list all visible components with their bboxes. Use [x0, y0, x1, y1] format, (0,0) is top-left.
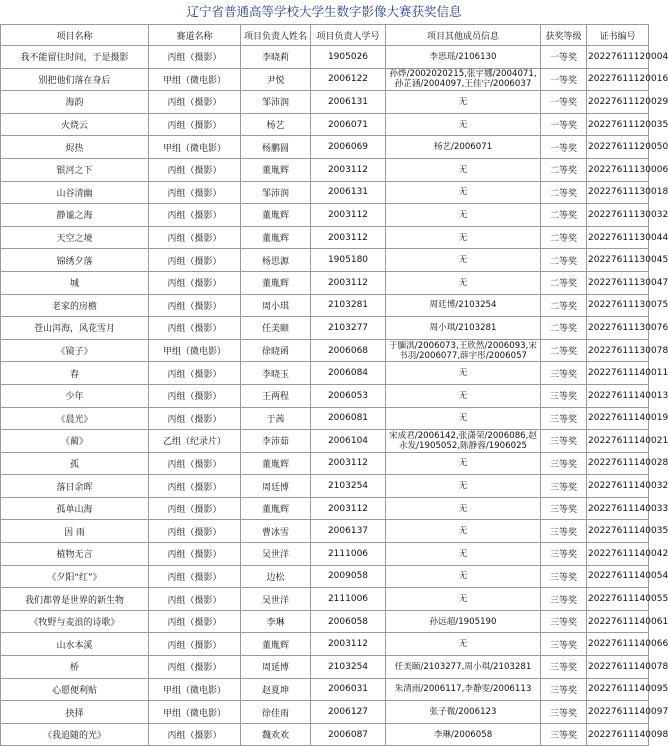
cell-project-name: 火烧云 [1, 113, 149, 136]
cell-leader-name: 邹沛润 [241, 91, 311, 114]
table-row [1, 701, 649, 724]
cell-track: 甲组（微电影） [149, 701, 241, 724]
cell-certificate-no: 20227611120004 [587, 46, 649, 69]
cell-track: 丙组（摄影） [149, 384, 241, 407]
cell-members: 无 [386, 271, 541, 294]
cell-award-level: 三等奖 [541, 407, 587, 430]
cell-members: 无 [386, 452, 541, 475]
cell-project-name: 因 雨 [1, 520, 149, 543]
table-row [1, 362, 649, 385]
cell-track: 甲组（微电影） [149, 339, 241, 362]
cell-certificate-no: 20227611130044 [587, 226, 649, 249]
cell-leader-name: 董胤辉 [241, 633, 311, 656]
cell-track: 丙组（摄影） [149, 565, 241, 588]
table-row [1, 520, 649, 543]
cell-project-name: 山谷清幽 [1, 181, 149, 204]
cell-award-level: 三等奖 [541, 678, 587, 701]
cell-members: 无 [386, 91, 541, 114]
cell-leader-id: 2006053 [311, 384, 386, 407]
cell-track: 丙组（摄影） [149, 543, 241, 566]
cell-track: 甲组（微电影） [149, 678, 241, 701]
cell-leader-name: 吴世洋 [241, 543, 311, 566]
cell-members: 李琳/2006058 [386, 723, 541, 746]
cell-certificate-no: 20227611130045 [587, 249, 649, 272]
cell-leader-id: 1905026 [311, 46, 386, 69]
cell-leader-name: 于茜 [241, 407, 311, 430]
cell-leader-id: 2006131 [311, 181, 386, 204]
cell-project-name: 《晨光》 [1, 407, 149, 430]
cell-certificate-no: 20227611140021 [587, 430, 649, 453]
cell-leader-name: 董胤辉 [241, 226, 311, 249]
cell-award-level: 二等奖 [541, 204, 587, 227]
cell-certificate-no: 20227611130047 [587, 271, 649, 294]
header-certificate-no: 证书编号 [587, 25, 649, 46]
cell-award-level: 二等奖 [541, 226, 587, 249]
cell-leader-name: 李琳 [241, 610, 311, 633]
cell-award-level: 一等奖 [541, 113, 587, 136]
cell-project-name: 《镜子》 [1, 339, 149, 362]
cell-members: 李思瑶/2106130 [386, 46, 541, 69]
cell-project-name: 植物无言 [1, 543, 149, 566]
cell-members: 无 [386, 181, 541, 204]
cell-project-name: 我们都曾是世界的新生物 [1, 588, 149, 611]
cell-certificate-no: 20227611120016 [587, 68, 649, 91]
cell-certificate-no: 20227611140013 [587, 384, 649, 407]
cell-leader-name: 魏欢欢 [241, 723, 311, 746]
table-row [1, 68, 649, 91]
cell-project-name: 苍山洱海，风花雪月 [1, 317, 149, 340]
header-project-name: 项目名称 [1, 25, 149, 46]
award-table [0, 24, 668, 746]
cell-leader-id: 2111006 [311, 588, 386, 611]
cell-members: 无 [386, 384, 541, 407]
cell-members: 无 [386, 226, 541, 249]
cell-leader-id: 2006069 [311, 136, 386, 159]
cell-leader-name: 李晓莉 [241, 46, 311, 69]
cell-certificate-no: 20227611140098 [587, 723, 649, 746]
cell-members: 孙烨/2002020215,张宇娜/2004071,孙芷涵/2004097,王佳宁/2006037 [386, 68, 541, 91]
cell-certificate-no: 20227611140011 [587, 362, 649, 385]
cell-award-level: 三等奖 [541, 384, 587, 407]
table-row [1, 294, 649, 317]
cell-leader-id: 2006031 [311, 678, 386, 701]
cell-certificate-no: 20227611120035 [587, 113, 649, 136]
cell-certificate-no: 20227611140097 [587, 701, 649, 724]
cell-track: 丙组（摄影） [149, 475, 241, 498]
cell-track: 丙组（摄影） [149, 407, 241, 430]
cell-leader-name: 董胤辉 [241, 158, 311, 181]
cell-members: 无 [386, 158, 541, 181]
cell-project-name: 天空之境 [1, 226, 149, 249]
cell-certificate-no: 20227611140066 [587, 633, 649, 656]
cell-leader-id: 2103254 [311, 656, 386, 679]
cell-members: 无 [386, 113, 541, 136]
cell-award-level: 三等奖 [541, 543, 587, 566]
cell-members: 无 [386, 475, 541, 498]
cell-leader-id: 2006127 [311, 701, 386, 724]
cell-leader-name: 董胤辉 [241, 452, 311, 475]
cell-leader-name: 周廷博 [241, 475, 311, 498]
cell-track: 乙组（纪录片） [149, 430, 241, 453]
cell-certificate-no: 20227611140061 [587, 610, 649, 633]
cell-leader-id: 2103277 [311, 317, 386, 340]
table-row [1, 384, 649, 407]
cell-leader-id: 2006058 [311, 610, 386, 633]
cell-members: 朱清雨/2006117,李静雯/2006113 [386, 678, 541, 701]
cell-project-name: 春 [1, 362, 149, 385]
cell-leader-name: 尹悦 [241, 68, 311, 91]
cell-members: 无 [386, 362, 541, 385]
cell-award-level: 三等奖 [541, 520, 587, 543]
cell-members: 无 [386, 249, 541, 272]
cell-leader-id: 2111006 [311, 543, 386, 566]
header-track: 赛道名称 [149, 25, 241, 46]
cell-leader-name: 曹冰雪 [241, 520, 311, 543]
cell-leader-id: 2003112 [311, 204, 386, 227]
cell-members: 无 [386, 407, 541, 430]
cell-certificate-no: 20227611130032 [587, 204, 649, 227]
cell-members: 无 [386, 204, 541, 227]
table-row [1, 407, 649, 430]
cell-leader-name: 周小琪 [241, 294, 311, 317]
cell-leader-id: 2103281 [311, 294, 386, 317]
cell-track: 丙组（摄影） [149, 46, 241, 69]
cell-certificate-no: 20227611140033 [587, 497, 649, 520]
cell-project-name: 少年 [1, 384, 149, 407]
cell-certificate-no: 20227611120029 [587, 91, 649, 114]
cell-leader-name: 周延博 [241, 656, 311, 679]
cell-award-level: 一等奖 [541, 46, 587, 69]
table-row [1, 339, 649, 362]
cell-certificate-no: 20227611130018 [587, 181, 649, 204]
cell-members: 任美颐/2103277,周小琪/2103281 [386, 656, 541, 679]
cell-project-name: 桥 [1, 656, 149, 679]
cell-certificate-no: 20227611140055 [587, 588, 649, 611]
sheet-title: 辽宁省普通高等学校大学生数字影像大赛获奖信息 [186, 4, 462, 19]
cell-members: 无 [386, 565, 541, 588]
table-row [1, 633, 649, 656]
cell-track: 丙组（摄影） [149, 226, 241, 249]
cell-leader-id: 2009058 [311, 565, 386, 588]
cell-leader-id: 2003112 [311, 226, 386, 249]
cell-award-level: 一等奖 [541, 68, 587, 91]
cell-track: 丙组（摄影） [149, 317, 241, 340]
cell-leader-id: 2003112 [311, 497, 386, 520]
cell-project-name: 海韵 [1, 91, 149, 114]
cell-track: 丙组（摄影） [149, 91, 241, 114]
cell-members: 周小琪/2103281 [386, 317, 541, 340]
cell-leader-id: 2006071 [311, 113, 386, 136]
cell-leader-name: 李晓玉 [241, 362, 311, 385]
cell-leader-name: 边松 [241, 565, 311, 588]
cell-award-level: 二等奖 [541, 181, 587, 204]
cell-certificate-no: 20227611140035 [587, 520, 649, 543]
cell-leader-name: 杨思源 [241, 249, 311, 272]
cell-leader-id: 2103254 [311, 475, 386, 498]
cell-project-name: 《夕阳“红”》 [1, 565, 149, 588]
header-leader-name: 项目负责人姓名 [241, 25, 311, 46]
cell-track: 丙组（摄影） [149, 249, 241, 272]
cell-award-level: 三等奖 [541, 610, 587, 633]
cell-project-name: 《牧野与麦浪的诗歌》 [1, 610, 149, 633]
cell-project-name: 别把他们落在身后 [1, 68, 149, 91]
cell-leader-name: 董胤辉 [241, 271, 311, 294]
table-row [1, 181, 649, 204]
table-row [1, 136, 649, 159]
cell-track: 丙组（摄影） [149, 181, 241, 204]
cell-award-level: 二等奖 [541, 271, 587, 294]
cell-track: 甲组（微电影） [149, 136, 241, 159]
cell-leader-id: 2006081 [311, 407, 386, 430]
table-row [1, 723, 649, 746]
table-row [1, 475, 649, 498]
cell-leader-name: 董胤辉 [241, 497, 311, 520]
table-row [1, 91, 649, 114]
cell-members: 杨艺/2006071 [386, 136, 541, 159]
cell-certificate-no: 20227611140032 [587, 475, 649, 498]
table-row [1, 452, 649, 475]
cell-leader-name: 任美颐 [241, 317, 311, 340]
cell-certificate-no: 20227611140095 [587, 678, 649, 701]
cell-members: 孙远超/1905190 [386, 610, 541, 633]
table-body [1, 46, 668, 746]
cell-certificate-no: 20227611130006 [587, 158, 649, 181]
cell-leader-id: 2006131 [311, 91, 386, 114]
cell-track: 丙组（摄影） [149, 271, 241, 294]
cell-project-name: 落日余晖 [1, 475, 149, 498]
cell-project-name: 孤单山海 [1, 497, 149, 520]
cell-leader-id: 2006068 [311, 339, 386, 362]
cell-track: 丙组（摄影） [149, 723, 241, 746]
cell-track: 丙组（摄影） [149, 362, 241, 385]
cell-project-name: 烬热 [1, 136, 149, 159]
cell-project-name: 《我追随的光》 [1, 723, 149, 746]
cell-certificate-no: 20227611120050 [587, 136, 649, 159]
table-row [1, 678, 649, 701]
cell-leader-name: 吴世洋 [241, 588, 311, 611]
cell-award-level: 一等奖 [541, 91, 587, 114]
cell-track: 丙组（摄影） [149, 294, 241, 317]
cell-project-name: 城 [1, 271, 149, 294]
cell-certificate-no: 20227611130076 [587, 317, 649, 340]
cell-leader-id: 2006137 [311, 520, 386, 543]
cell-award-level: 三等奖 [541, 723, 587, 746]
table-row [1, 317, 649, 340]
cell-track: 丙组（摄影） [149, 158, 241, 181]
cell-leader-id: 2003112 [311, 633, 386, 656]
cell-award-level: 三等奖 [541, 565, 587, 588]
cell-leader-name: 李沛茹 [241, 430, 311, 453]
table-row [1, 158, 649, 181]
header-leader-id: 项目负责人学号 [311, 25, 386, 46]
cell-members: 周廷博/2103254 [386, 294, 541, 317]
cell-track: 甲组（微电影） [149, 68, 241, 91]
cell-project-name: 山水本溪 [1, 633, 149, 656]
cell-award-level: 二等奖 [541, 339, 587, 362]
cell-award-level: 三等奖 [541, 656, 587, 679]
cell-certificate-no: 20227611130078 [587, 339, 649, 362]
cell-members: 无 [386, 588, 541, 611]
cell-leader-id: 1905180 [311, 249, 386, 272]
cell-award-level: 三等奖 [541, 452, 587, 475]
cell-award-level: 二等奖 [541, 158, 587, 181]
cell-award-level: 三等奖 [541, 497, 587, 520]
cell-certificate-no: 20227611130075 [587, 294, 649, 317]
table-row [1, 113, 649, 136]
cell-members: 张子微/2006123 [386, 701, 541, 724]
table-row [1, 543, 649, 566]
cell-project-name: 我不能留住时间，于是摄影 [1, 46, 149, 69]
cell-award-level: 二等奖 [541, 249, 587, 272]
cell-leader-name: 杨艺 [241, 113, 311, 136]
cell-leader-id: 2006084 [311, 362, 386, 385]
cell-members: 无 [386, 543, 541, 566]
cell-leader-name: 徐佳雨 [241, 701, 311, 724]
cell-award-level: 一等奖 [541, 136, 587, 159]
cell-project-name: 《蔺》 [1, 430, 149, 453]
table-row [1, 226, 649, 249]
cell-award-level: 三等奖 [541, 633, 587, 656]
table-row [1, 565, 649, 588]
header-award-level: 获奖等级 [541, 25, 587, 46]
cell-project-name: 抉择 [1, 701, 149, 724]
cell-award-level: 二等奖 [541, 294, 587, 317]
cell-members: 无 [386, 497, 541, 520]
table-row [1, 249, 649, 272]
cell-leader-id: 2006122 [311, 68, 386, 91]
cell-leader-id: 2006087 [311, 723, 386, 746]
cell-track: 丙组（摄影） [149, 497, 241, 520]
cell-project-name: 老家的房檐 [1, 294, 149, 317]
table-row [1, 271, 649, 294]
cell-leader-id: 2006104 [311, 430, 386, 453]
cell-track: 丙组（摄影） [149, 588, 241, 611]
cell-award-level: 二等奖 [541, 317, 587, 340]
table-row [1, 497, 649, 520]
table-row [1, 204, 649, 227]
table-row [1, 430, 649, 453]
cell-leader-id: 2003112 [311, 158, 386, 181]
cell-award-level: 三等奖 [541, 362, 587, 385]
cell-leader-name: 赵夏坤 [241, 678, 311, 701]
table-row [1, 656, 649, 679]
cell-award-level: 三等奖 [541, 701, 587, 724]
cell-leader-name: 杨鹏圆 [241, 136, 311, 159]
cell-project-name: 心愿便利贴 [1, 678, 149, 701]
cell-leader-name: 徐晓函 [241, 339, 311, 362]
cell-certificate-no: 20227611140019 [587, 407, 649, 430]
cell-certificate-no: 20227611140028 [587, 452, 649, 475]
cell-leader-id: 2003112 [311, 271, 386, 294]
cell-project-name: 孤 [1, 452, 149, 475]
cell-members: 无 [386, 520, 541, 543]
cell-track: 丙组（摄影） [149, 610, 241, 633]
cell-certificate-no: 20227611140042 [587, 543, 649, 566]
table-row [1, 610, 649, 633]
cell-leader-name: 王两程 [241, 384, 311, 407]
cell-track: 丙组（摄影） [149, 633, 241, 656]
cell-project-name: 锦绣夕落 [1, 249, 149, 272]
cell-leader-name: 董胤辉 [241, 204, 311, 227]
cell-track: 丙组（摄影） [149, 452, 241, 475]
cell-leader-id: 2003112 [311, 452, 386, 475]
cell-members: 宋成君/2006142,张潇荣/2006086,赵永发/1905052,陈静蓉/1906025 [386, 430, 541, 453]
table-row [1, 588, 649, 611]
cell-project-name: 静谧之海 [1, 204, 149, 227]
cell-track: 丙组（摄影） [149, 520, 241, 543]
cell-track: 丙组（摄影） [149, 113, 241, 136]
cell-members: 无 [386, 633, 541, 656]
cell-certificate-no: 20227611140054 [587, 565, 649, 588]
header-members: 项目其他成员信息 [386, 25, 541, 46]
cell-track: 丙组（摄影） [149, 204, 241, 227]
cell-project-name: 银河之下 [1, 158, 149, 181]
table-row [1, 46, 649, 69]
cell-members: 于腼淇/2006073,王欣然/2006093,宋书羽/2006077,薛宇彤/2006057 [386, 339, 541, 362]
cell-track: 丙组（摄影） [149, 656, 241, 679]
cell-award-level: 三等奖 [541, 430, 587, 453]
cell-award-level: 三等奖 [541, 588, 587, 611]
header-row [1, 25, 649, 46]
cell-certificate-no: 20227611140078 [587, 656, 649, 679]
cell-leader-name: 邹沛润 [241, 181, 311, 204]
cell-award-level: 三等奖 [541, 475, 587, 498]
